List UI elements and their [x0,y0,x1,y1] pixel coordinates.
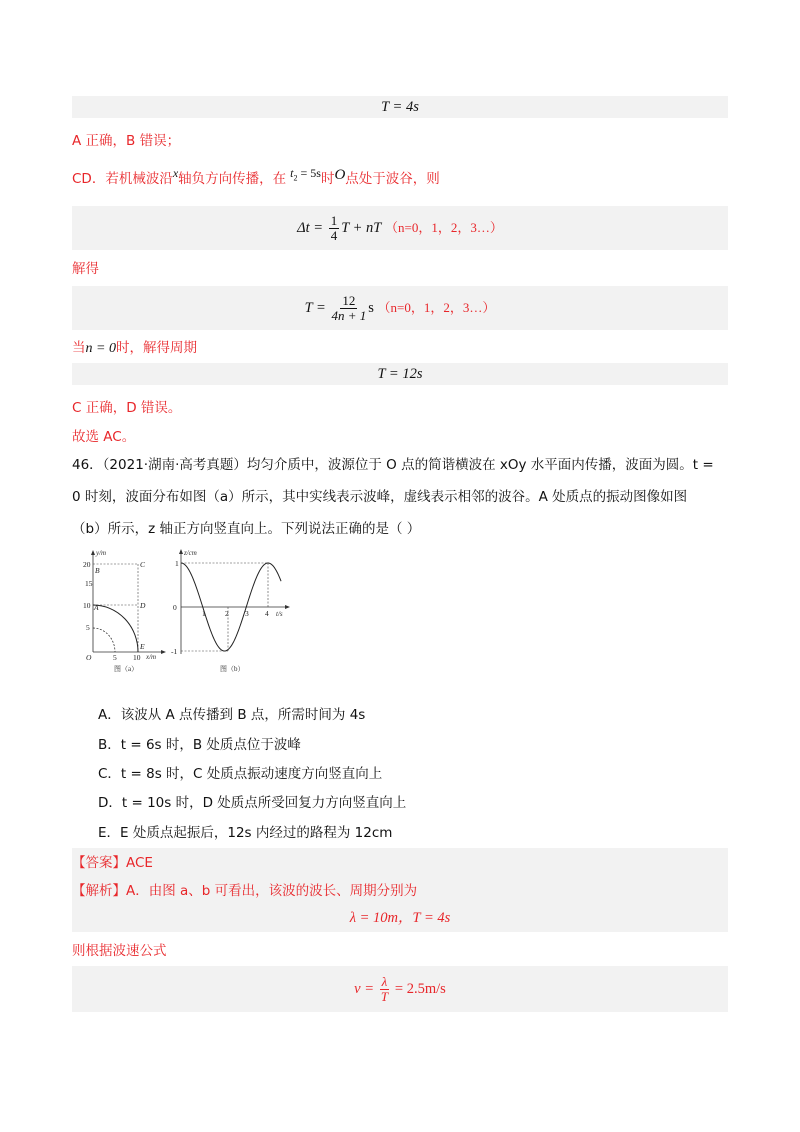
eq-delta-t-left: Δt = [297,220,327,236]
eq-delta-t-condition: （n=0，1，2，3…） [385,220,503,235]
analysis-line [72,878,728,904]
answer-value: ACE [126,855,153,871]
wave-speed-eq-num: λ [381,974,388,990]
eq-delta-t-box [72,206,728,250]
wave-speed-eq-right: = 2.5m/s [391,981,446,997]
cd-intro-3: 时 [320,171,335,187]
figure-a-y-tick-20: 20 [83,560,91,569]
figure-a-point-c: C [140,560,146,569]
eq-period-4s-box [72,96,728,118]
eq-delta-t-fraction [329,214,340,243]
eq-period-general-fraction [331,294,366,323]
wave-speed-eq-box [72,966,728,1012]
figure-b-caption: 图（b） [220,665,245,673]
eq-delta-t-num: 1 [330,213,338,229]
wave-speed-eq-den: T [380,989,389,1005]
figure-a-y-tick-5: 5 [86,623,90,632]
figure-a-trough-arc [93,628,115,652]
when-text-1: 当 [72,340,86,356]
option-a: A．该波从 A 点传播到 B 点，所需时间为 4s [98,707,366,723]
figure-a-x-tick-10: 10 [133,653,141,662]
when-text-2: 时，解得周期 [115,340,197,356]
figure-b-y-tick-1: 1 [175,559,179,568]
cd-t2-val: = 5s [297,166,321,180]
figure-a-point-d: D [140,601,146,610]
figure-a-wavefront-diagram [82,546,172,676]
eq-period-general-box [72,286,728,330]
wave-speed-intro: 则根据波速公式 [72,943,167,959]
c-correct-text: C 正确，D 错误。 [72,400,182,416]
figure-a-x-tick-5: 5 [113,653,117,662]
figure-a-x-label: x/m [146,653,157,661]
cd-O: O [334,167,346,183]
figure-a-origin: O [86,653,92,662]
eq-period-general-num: 12 [342,293,356,309]
figure-a-point-a: A [94,603,99,612]
eq-period-general-den: 4n + 1 [331,308,367,324]
eq-period-general-unit: s [368,300,374,316]
figure-a-y-tick-15: 15 [85,579,93,588]
figure-b-x-label: t/s [276,610,283,618]
cd-intro-1: CD．若机械波沿 [72,171,173,187]
cd-intro-2: 轴负方向传播，在 [178,171,287,187]
cd-intro-4: 点处于波谷，则 [345,171,440,187]
figure-a-y-tick-10: 10 [83,601,91,610]
analysis-text: A．由图 a、b 可看出，该波的波长、周期分别为 [126,883,418,899]
eq-period-general-left: T = [304,300,330,316]
cd-t2-sub: 2 [293,173,298,183]
question-46-line-2: 0 时刻，波面分布如图（a）所示，其中实线表示波峰，虚线表示相邻的波谷。A 处质点的振动图像如图 [72,489,688,505]
cd-intro-line [72,166,728,197]
figure-a-crest-arc [93,605,138,652]
choose-ac-text: 故选 AC。 [72,429,136,445]
eq-delta-t-right: T + nT [341,220,382,236]
figure-a-point-e: E [140,642,145,651]
option-d: D．t = 10s 时，D 处质点所受回复力方向竖直向上 [98,795,407,811]
jiede-text: 解得 [72,261,99,277]
eq-period-general-condition: （n=0，1，2，3…） [377,300,496,315]
cd-t2: t [290,166,294,180]
figure-b-y-tick-neg1: -1 [171,647,178,656]
figure-a-point-b: B [95,566,100,575]
answer-label: 【答案】 [72,855,126,871]
wave-speed-eq-left: v = [354,981,378,997]
analysis-label: 【解析】 [72,883,126,899]
option-c: C．t = 8s 时，C 处质点振动速度方向竖直向上 [98,766,383,782]
figure-a-y-label: y/m [96,549,107,557]
cd-x: x [172,166,179,180]
figure-b-vibration-graph [172,546,298,676]
figure-b-x-tick-2: 2 [225,609,229,618]
question-46-line-3: （b）所示，z 轴正方向竖直向上。下列说法正确的是（ ） [72,521,421,537]
figure-b-x-tick-4: 4 [265,609,269,618]
figure-a-caption: 图（a） [114,665,139,673]
eq-period-4s: T = 4s [381,99,419,115]
eq-delta-t-den: 4 [330,228,338,244]
answer-line [72,850,728,876]
figure-b-y-label: z/cm [184,549,197,557]
figure-b-x-tick-1: 1 [202,609,206,618]
eq-period-12s-box [72,363,728,385]
when-n-zero: n = 0 [85,341,116,356]
figure-b-x-tick-3: 3 [245,609,249,618]
analysis-eq-wavelength-period: λ = 10m，T = 4s [349,910,451,926]
eq-period-12s: T = 12s [377,366,423,382]
question-46-line-1: 46．（2021·湖南·高考真题）均匀介质中，波源位于 O 点的简谐横波在 xOy 水平面内传播，波面为圆。t = [72,457,714,473]
wave-speed-eq-fraction [380,975,390,1004]
option-e: E．E 处质点起振后，12s 内经过的路程为 12cm [98,825,393,841]
when-n-zero-line [72,335,728,362]
option-b: B．t = 6s 时，B 处质点位于波峰 [98,737,301,753]
figure-b-y-tick-0: 0 [173,603,177,612]
a-correct-text: A 正确，B 错误； [72,133,181,149]
